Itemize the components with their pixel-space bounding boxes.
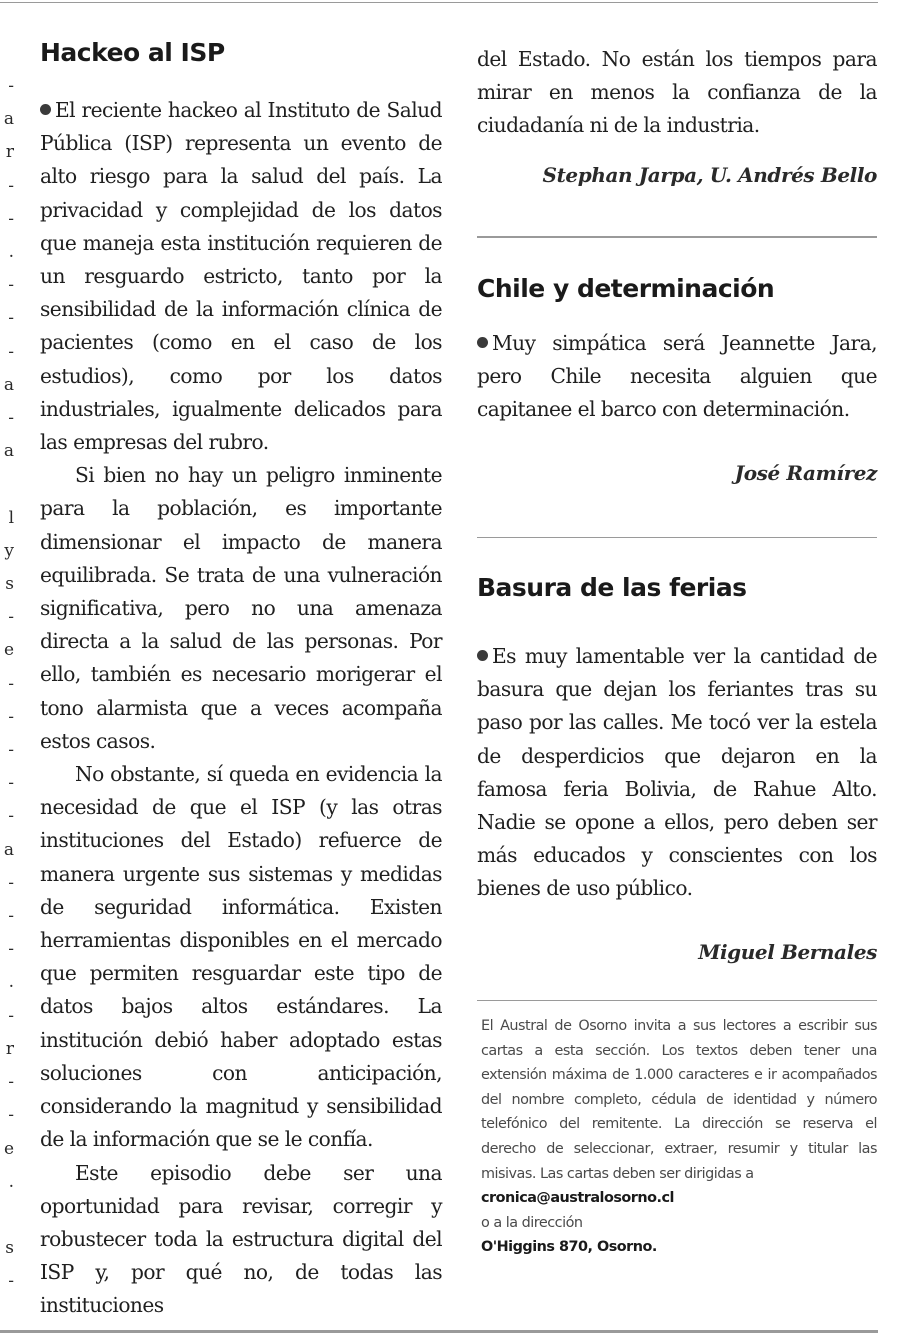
- letter-title: Chile y determinación: [477, 274, 775, 303]
- margin-fragment: -: [8, 308, 14, 329]
- top-rule: [0, 2, 878, 3]
- margin-fragment: -: [8, 872, 14, 893]
- margin-fragment: -: [8, 275, 14, 296]
- letter-title: Basura de las ferias: [477, 573, 747, 602]
- previous-column-fragments: [0, 70, 14, 1299]
- margin-fragment: -: [8, 740, 14, 761]
- letter-paragraph: Si bien no hay un peligro inminente para la población, es importante dimensionar el impacto de manera equilibrada. Se trata de una vulneración significativa, pero no una amenaza directa a la salud de las personas. Por ello, también es necesario morigerar el tono alarmista que a veces acompaña estos casos.: [40, 463, 442, 753]
- margin-fragment: .: [8, 1171, 14, 1192]
- submission-info-box: [481, 1014, 877, 1260]
- letter-title: Hackeo al ISP: [40, 38, 225, 67]
- margin-fragment: a: [3, 839, 14, 860]
- margin-fragment: -: [8, 673, 14, 694]
- margin-fragment: [0, 1199, 14, 1232]
- margin-fragment: -: [8, 706, 14, 727]
- letter-basura-ferias: [477, 573, 877, 964]
- margin-fragment: y: [4, 540, 14, 561]
- divider: [477, 1000, 877, 1001]
- margin-fragment: s: [5, 1238, 14, 1259]
- margin-fragment: -: [8, 175, 14, 196]
- letter-chile-determinacion: [477, 274, 877, 485]
- margin-fragment: [0, 468, 14, 501]
- margin-fragment: .: [8, 242, 14, 263]
- address-label: o a la dirección: [481, 1214, 583, 1231]
- margin-fragment: a: [3, 374, 14, 395]
- letter-paragraph: Es muy lamentable ver la cantidad de basura que dejan los feriantes tras su paso por las calles. Me tocó ver la estela de desperdicios que dejaron en la famosa feria Bolivia, de Rahue Alto. Nadie se opone a ellos, pero deben ser más educados y conscientes con los bienes de uso público.: [477, 644, 877, 901]
- divider: [477, 537, 877, 538]
- margin-fragment: -: [8, 1072, 14, 1093]
- margin-fragment: -: [8, 1005, 14, 1026]
- margin-fragment: -: [8, 806, 14, 827]
- margin-fragment: -: [8, 341, 14, 362]
- margin-fragment: -: [8, 1271, 14, 1292]
- margin-fragment: l: [8, 507, 14, 528]
- letter-paragraph: Muy simpática será Jeannette Jara, pero Chile necesita alguien que capitanee el barco con determinación.: [477, 331, 877, 422]
- margin-fragment: r: [5, 142, 14, 163]
- margin-fragment: .: [8, 972, 14, 993]
- bullet-icon: [477, 650, 488, 661]
- margin-fragment: a: [3, 109, 14, 130]
- letter-continuation: del Estado. No están los tiempos para mirar en menos la confianza de la ciudadanía ni de la industria.: [477, 47, 877, 138]
- postal-address: O'Higgins 870, Osorno.: [481, 1239, 657, 1256]
- margin-fragment: -: [8, 208, 14, 229]
- margin-fragment: r: [5, 1038, 14, 1059]
- letter-hackeo-isp: [40, 38, 442, 1323]
- submission-info-text: El Austral de Osorno invita a sus lectores a escribir sus cartas a esta sección. Los textos deben tener una extensión máxima de 1.000 caracteres e ir acompañados del nombre completo, cédula de identidad y número telefónico del remitente. La dirección se reserva el derecho de seleccionar, extraer, resumir y titular las misivas. Las cartas deben ser dirigidas a: [481, 1018, 877, 1182]
- bullet-icon: [477, 337, 488, 348]
- letter-signature: José Ramírez: [734, 460, 877, 485]
- margin-fragment: -: [8, 939, 14, 960]
- margin-fragment: e: [3, 1138, 14, 1159]
- margin-fragment: -: [8, 773, 14, 794]
- bottom-rule: [0, 1330, 878, 1333]
- margin-fragment: -: [8, 408, 14, 429]
- margin-fragment: -: [8, 1105, 14, 1126]
- letter-paragraph: Este episodio debe ser una oportunidad para revisar, corregir y robustecer toda la estructura digital del ISP y, por qué no, de todas las instituciones: [40, 1160, 442, 1318]
- right-column: [477, 38, 877, 187]
- letter-paragraph: No obstante, sí queda en evidencia la necesidad de que el ISP (y las otras instituciones del Estado) refuerce de manera urgente sus sistemas y medidas de seguridad informática. Existen herramientas disponibles en el mercado que permiten resguardar este tipo de datos bajos altos estándares. La institución debió haber adoptado estas soluciones con anticipación, considerando la magnitud y sensibilidad de la información que se le confía.: [40, 762, 442, 1152]
- margin-fragment: -: [8, 906, 14, 927]
- divider: [477, 236, 877, 238]
- margin-fragment: -: [8, 607, 14, 628]
- margin-fragment: -: [8, 76, 14, 96]
- letter-signature: Stephan Jarpa, U. Andrés Bello: [542, 162, 877, 187]
- letter-signature: Miguel Bernales: [698, 939, 877, 964]
- margin-fragment: e: [3, 640, 14, 661]
- margin-fragment: a: [3, 441, 14, 462]
- email-link[interactable]: cronica@australosorno.cl: [481, 1190, 674, 1207]
- letter-paragraph: El reciente hackeo al Instituto de Salud Pública (ISP) representa un evento de alto riesgo para la salud del país. La privacidad y complejidad de los datos que maneja esta institución requieren de un resguardo estricto, tanto por la sensibilidad de la información clínica de pacientes (como en el caso de los estudios), como por los datos industriales, igualmente delicados para las empresas del rubro.: [40, 98, 442, 455]
- margin-fragment: s: [5, 574, 14, 595]
- bullet-icon: [40, 104, 51, 115]
